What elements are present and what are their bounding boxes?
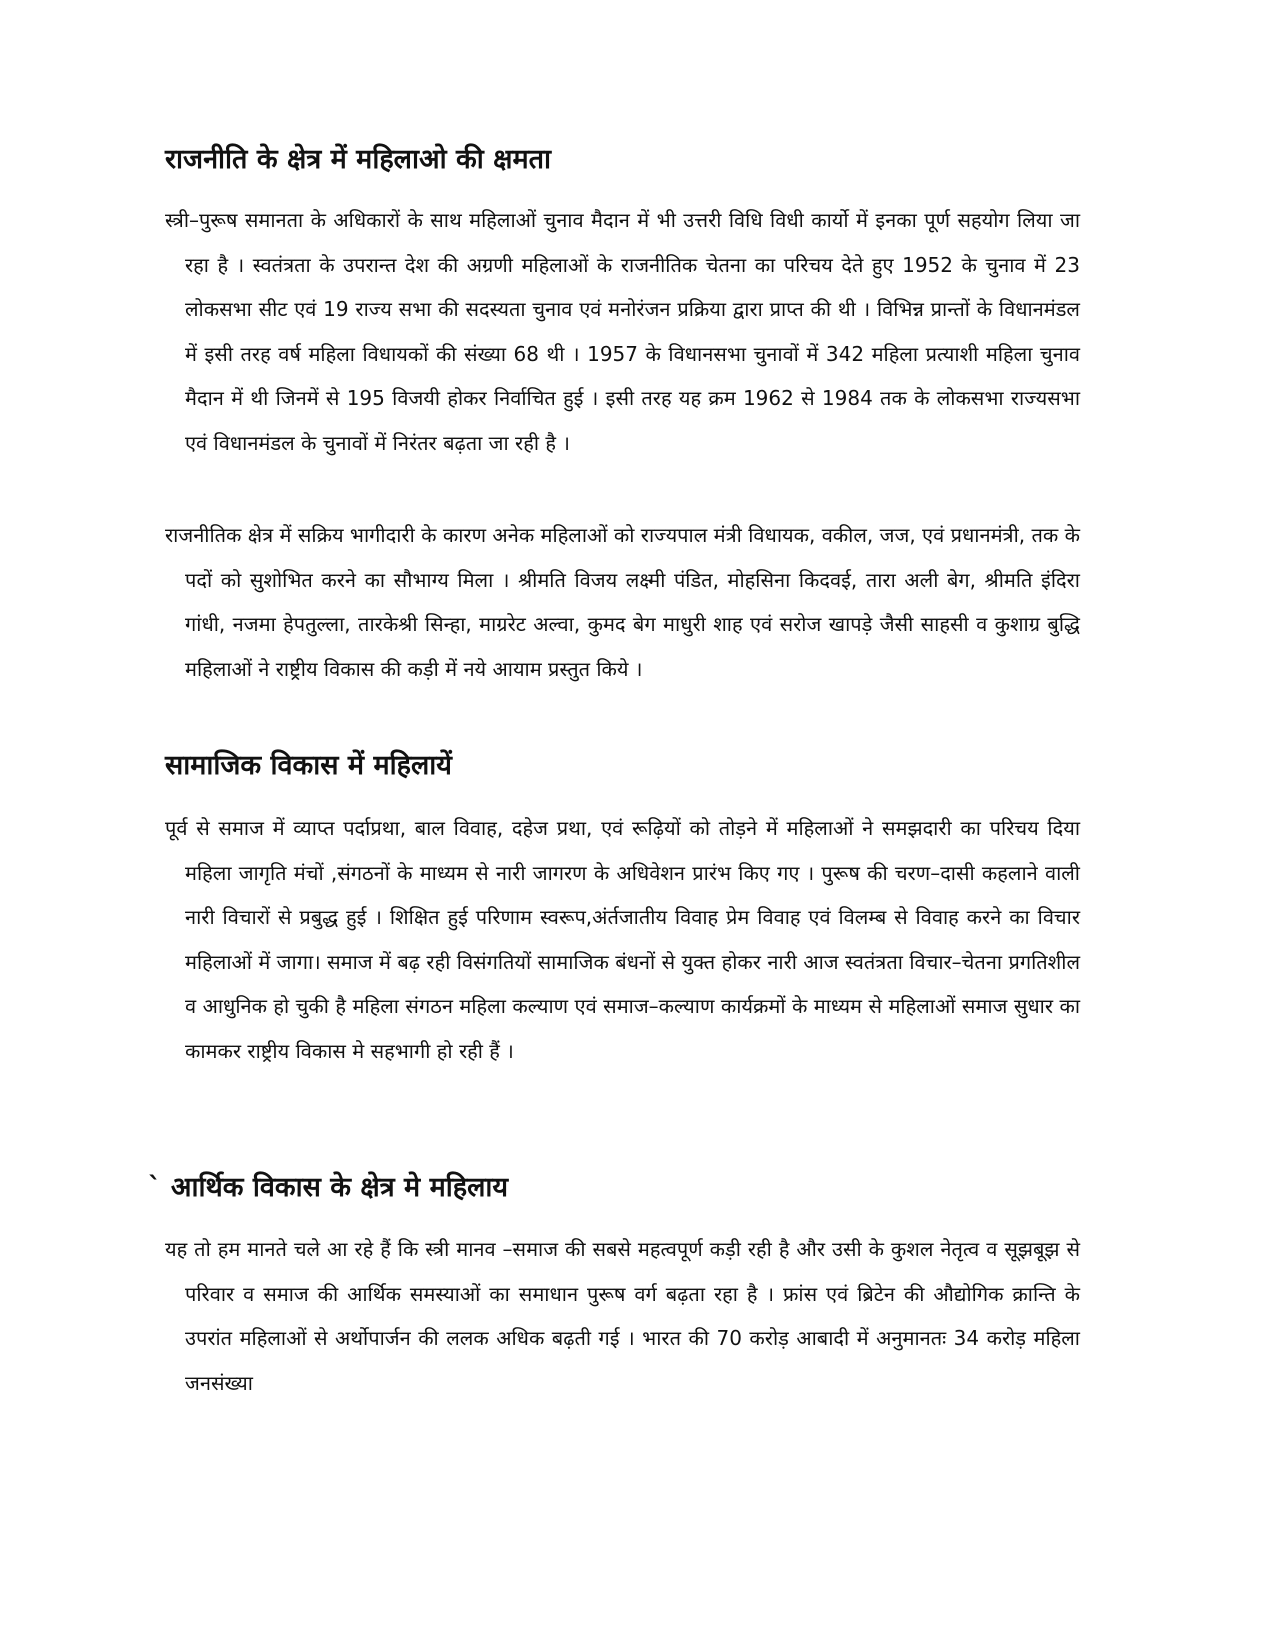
paragraph-economic-1: यह तो हम मानते चले आ रहे हैं कि स्त्री मानव –समाज की सबसे महत्वपूर्ण कड़ी रही है और उसी के कुशल नेतृत्व व सूझबूझ से परिवार व समाज की आर्थिक समस्याओं का समाधान पुरूष वर्ग बढ़ता रहा है । फ्रांस एवं ब्रिटेन की औद्योगिक क्रान्ति के उपरांत महिलाओं से अर्थोपार्जन की ललक अधिक बढ़ती गई । भारत की 70 करोड़ आबादी में अनुमानतः 34 करोड़ महिला जनसंख्या	[165, 1237, 1080, 1395]
paragraph-politics-2: राजनीतिक क्षेत्र में सक्रिय भागीदारी के कारण अनेक महिलाओं को राज्यपाल मंत्री विधायक, वकील, जज, एवं प्रधानमंत्री, तक के पदों को सुशोभित करने का सौभाग्य मिला । श्रीमति विजय लक्ष्मी पंडित, मोहसिना किदवई, तारा अली बेग, श्रीमति इंदिरा गांधी, नजमा हेपतुल्ला, तारकेश्री सिन्हा, माग्ररेट अल्वा, कुमद बेग माधुरी शाह एवं सरोज खापड़े जैसी साहसी व कुशाग्र बुद्धि महिलाओं ने राष्ट्रीय विकास की कड़ी में नये आयाम प्रस्तुत किये ।	[165, 523, 1080, 681]
paragraph-politics-1: स्त्री–पुरूष समानता के अधिकारों के साथ महिलाओं चुनाव मैदान में भी उत्तरी विधि विधी कार्यो में इनका पूर्ण सहयोग लिया जा रहा है । स्वतंत्रता के उपरान्त देश की अग्रणी महिलाओं के राजनीतिक चेतना का परिचय देते हुए 1952 के चुनाव में 23 लोकसभा सीट एवं 19 राज्य सभा की सदस्यता चुनाव एवं मनोरंजन प्रक्रिया द्वारा प्राप्त की थी । विभिन्न प्रान्तों के विधानमंडल में इसी तरह वर्ष महिला विधायकों की संख्या 68 थी । 1957 के विधानसभा चुनावों में 342 महिला प्रत्याशी महिला चुनाव मैदान में थी जिनमें से 195 विजयी होकर निर्वाचित हुई । इसी तरह यह क्रम 1962 से 1984 तक के लोकसभा राज्यसभा एवं विधानमंडल के चुनावों में निरंतर बढ़ता जा रही है ।	[165, 208, 1080, 455]
section-heading-politics: राजनीति के क्षेत्र में महिलाओ की क्षमता	[165, 144, 551, 175]
paragraph-social-1: पूर्व से समाज में व्याप्त पर्दाप्रथा, बाल विवाह, दहेज प्रथा, एवं रूढ़ियों को तोड़ने में महिलाओं ने समझदारी का परिचय दिया महिला जागृति मंचों ,संगठनों के माध्यम से नारी जागरण के अधिवेशन प्रारंभ किए गए । पुरूष की चरण–दासी कहलाने वाली नारी विचारों से प्रबुद्ध हुई । शिक्षित हुई परिणाम स्वरूप,अंर्तजातीय विवाह प्रेम विवाह एवं विलम्ब से विवाह करने का विचार महिलाओं में जागा। समाज में बढ़ रही विसंगतियों सामाजिक बंधनों से युक्त होकर नारी आज स्वतंत्रता विचार–चेतना प्रगतिशील व आधुनिक हो चुकी है महिला संगठन महिला कल्याण एवं समाज–कल्याण कार्यक्रमों के माध्यम से महिलाओं समाज सुधार का कामकर राष्ट्रीय विकास मे सहभागी हो रही हैं ।	[165, 816, 1080, 1063]
section-heading-social: सामाजिक विकास में महिलायें	[165, 750, 452, 781]
section-heading-economic: ` आर्थिक विकास के क्षेत्र मे महिलाय	[148, 1172, 509, 1203]
